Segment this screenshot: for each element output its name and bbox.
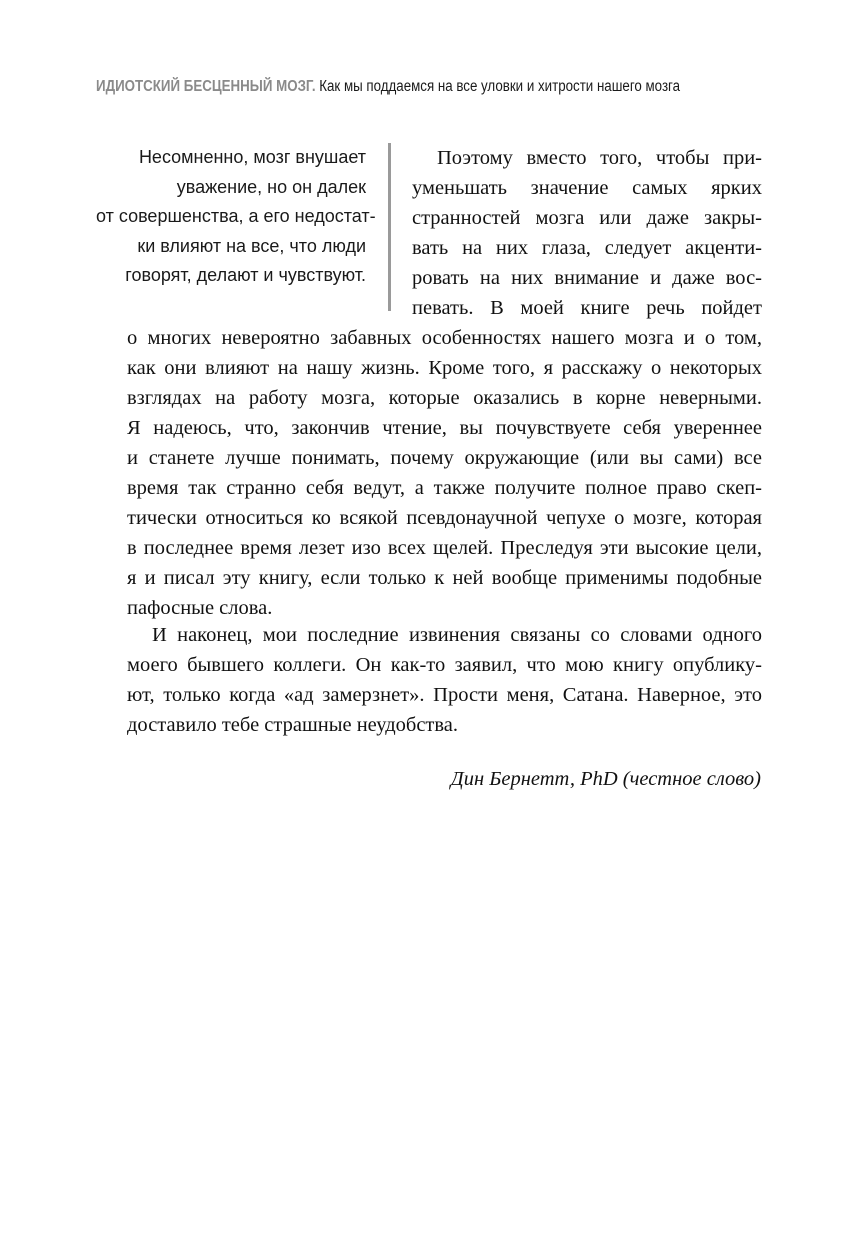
book-subtitle: Как мы поддаемся на все уловки и хитрости нашего мозга [315,78,681,95]
body-line: тически относиться ко всякой псевдонаучной чепухе о мозге, которая [127,507,762,529]
pull-quote-line: от совершенства, а его недостат- [96,206,376,227]
body-line: Я надеюсь, что, закончив чтение, вы почувствуете себя увереннее [127,417,762,439]
pull-quote-line: уважение, но он далек [176,176,366,197]
pull-quote-line: ки влияют на все, что люди [137,235,366,256]
body-line: я и писал эту книгу, если только к ней вообще применимы подобные [127,567,762,589]
pull-quote-divider [388,143,391,311]
body-line: И наконец, мои последние извинения связаны со словами одного [152,624,762,646]
running-header [96,78,681,96]
body-line: моего бывшего коллеги. Он как-то заявил, что мою книгу опублику- [127,654,762,676]
pull-quote-line: Несомненно, мозг внушает [138,147,366,167]
body-line: вать на них глаза, следует акценти- [412,237,762,259]
pull-quote [96,143,376,291]
body-line: ровать на них внимание и даже вос- [412,267,762,289]
body-line: пафосные слова. [127,597,273,619]
body-line: в последнее время лезет изо всех щелей. Преследуя эти высокие цели, [127,537,762,559]
author-signature: Дин Бернетт, PhD (честное слово) [450,768,761,790]
body-line: доставило тебе страшные неудобства. [127,714,459,736]
book-series-title: ИДИОТСКИЙ БЕСЦЕННЫЙ МОЗГ. [96,78,316,95]
body-line: странностей мозга или даже закры- [412,207,762,229]
body-line: певать. В моей книге речь пойдет [412,297,762,319]
body-line: о многих невероятно забавных особенностях нашего мозга и о том, [127,327,762,349]
body-line: Поэтому вместо того, чтобы при- [437,147,762,169]
body-line: взглядах на работу мозга, которые оказались в корне неверными. [127,387,762,409]
body-line: время так странно себя ведут, а также получите полное право скеп- [127,477,762,499]
body-line: и станете лучше понимать, почему окружающие (или вы сами) все [127,447,762,469]
body-line: ют, только когда «ад замерзнет». Прости меня, Сатана. Наверное, это [127,684,762,706]
pull-quote-line: говорят, делают и чувствуют. [125,265,366,286]
body-line: уменьшать значение самых ярких [412,177,762,199]
body-line: как они влияют на нашу жизнь. Кроме того, я расскажу о некоторых [127,357,762,379]
